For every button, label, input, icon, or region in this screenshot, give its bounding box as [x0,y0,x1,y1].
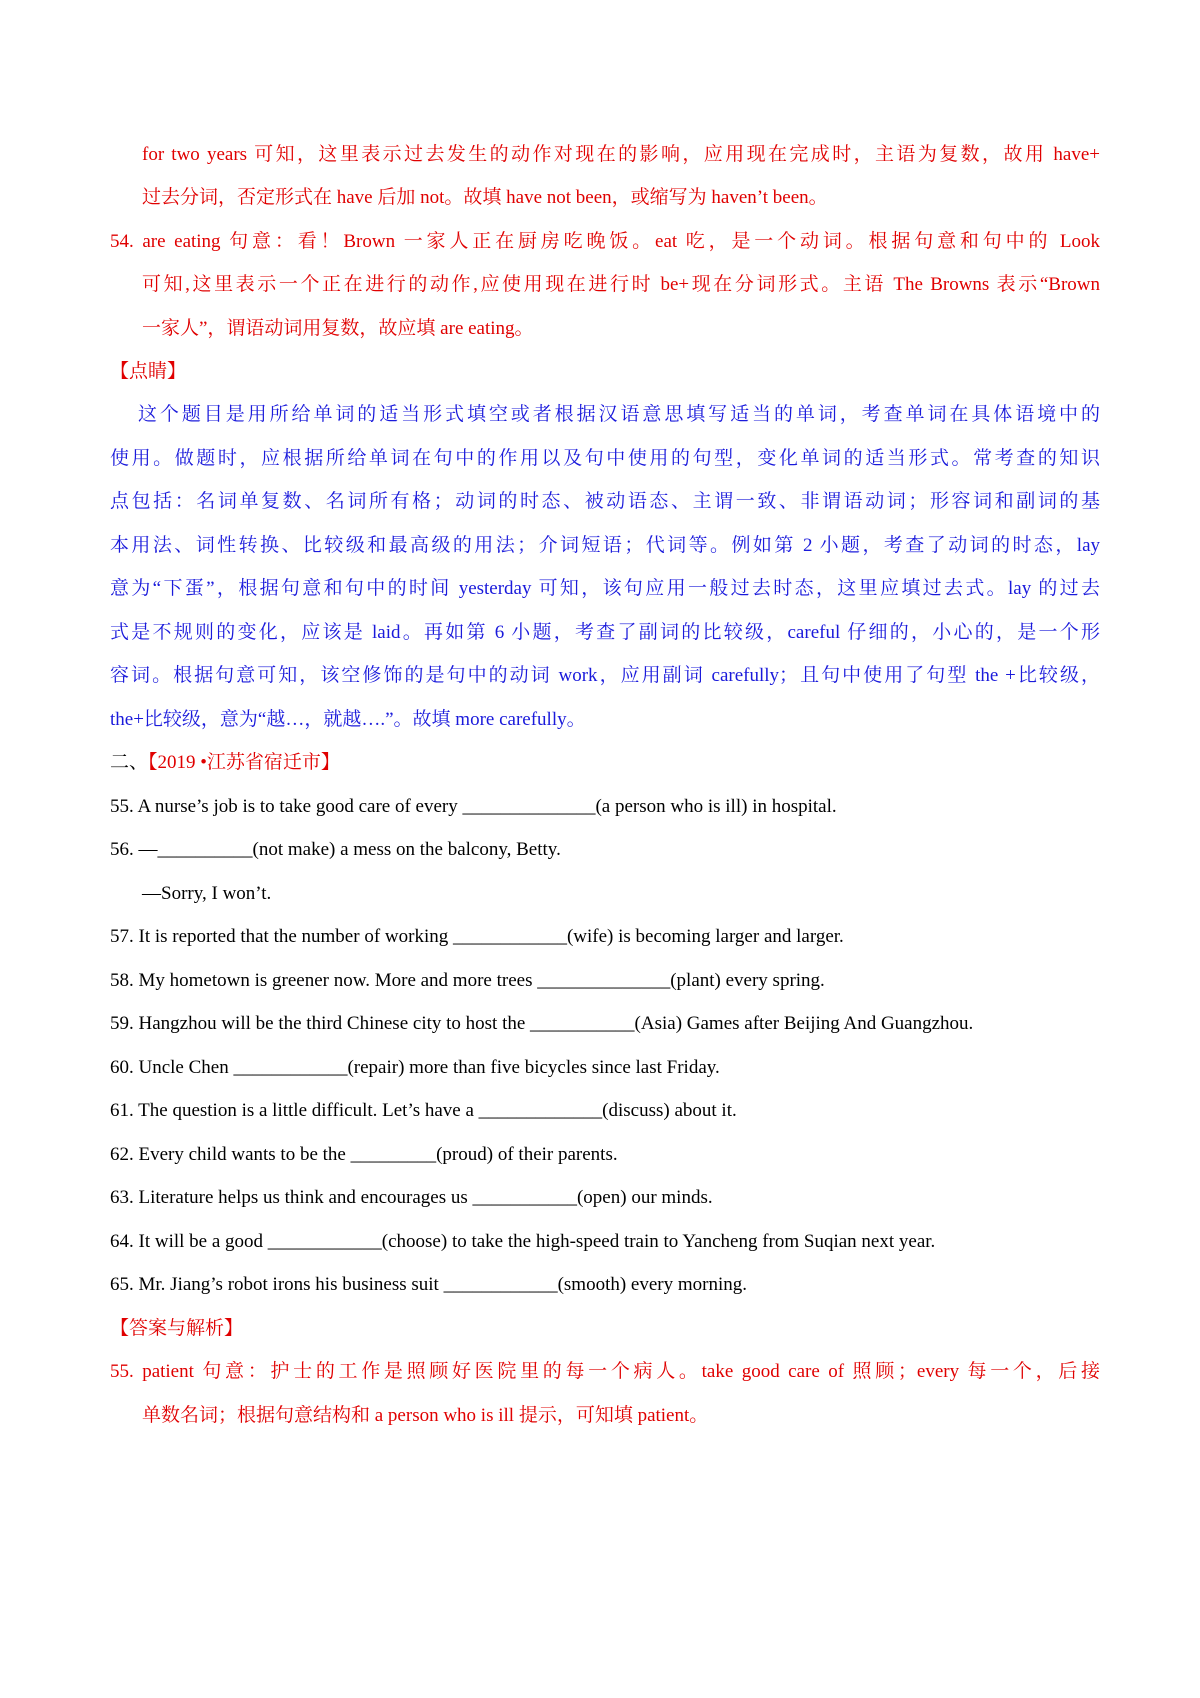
dianjing-line-3: 点包括：名词单复数、名词所有格；动词的时态、被动语态、主谓一致、非谓语动词；形容词和副词的基 [110,491,1100,512]
question-56-reply: —Sorry, I won’t. [142,883,272,904]
dianjing-heading: 【点睛】 [110,361,187,382]
section-2-prefix: 二、 [110,752,149,773]
dianjing-line-1: 这个题目是用所给单词的适当形式填空或者根据汉语意思填写适当的单词，考查单词在具体语境中的 [138,404,1100,425]
answer-54-line-1: 54. are eating 句意：看！Brown 一家人正在厨房吃晚饭。eat 吃，是一个动词。根据句意和句中的 Look [110,231,1100,252]
answer-54-line-2: 可知,这里表示一个正在进行的动作,应使用现在进行时 be+现在分词形式。主语 The Browns 表示“Brown [142,274,1100,295]
question-65: 65. Mr. Jiang’s robot irons his business suit ____________(smooth) every morning. [110,1274,748,1295]
question-58: 58. My hometown is greener now. More and more trees ______________(plant) every spring. [110,970,825,991]
dianjing-line-4: 本用法、词性转换、比较级和最高级的用法；介词短语；代词等。例如第 2 小题，考查了动词的时态，lay [110,535,1100,556]
dianjing-line-7: 容词。根据句意可知，该空修饰的是句中的动词 work，应用副词 carefully；且句中使用了句型 the +比较级， [110,665,1100,686]
question-63: 63. Literature helps us think and encourages us ___________(open) our minds. [110,1187,713,1208]
question-55: 55. A nurse’s job is to take good care of every ______________(a person who is ill) in hospital. [110,796,837,817]
question-57: 57. It is reported that the number of working ____________(wife) is becoming larger and larger. [110,926,844,947]
question-56: 56. —__________(not make) a mess on the balcony, Betty. [110,839,561,860]
dianjing-line-2: 使用。做题时，应根据所给单词在句中的作用以及句中使用的句型，变化单词的适当形式。常考查的知识 [110,448,1100,469]
dianjing-line-5: 意为“下蛋”，根据句意和句中的时间 yesterday 可知，该句应用一般过去时态，这里应填过去式。lay 的过去 [110,578,1100,599]
answer-53-line-2: 过去分词，否定形式在 have 后加 not。故填 have not been，或缩写为 haven’t been。 [142,187,828,208]
question-60: 60. Uncle Chen ____________(repair) more than five bicycles since last Friday. [110,1057,720,1078]
answer-55-line-1: 55. patient 句意：护士的工作是照顾好医院里的每一个病人。take good care of 照顾；every 每一个，后接 [110,1361,1100,1382]
answer-53-line-1: for two years 可知，这里表示过去发生的动作对现在的影响，应用现在完成时，主语为复数，故用 have+ [142,144,1100,165]
answer-54-line-3: 一家人”，谓语动词用复数，故应填 are eating。 [142,318,534,339]
question-64: 64. It will be a good ____________(choose) to take the high-speed train to Yancheng from Suqian next year. [110,1231,936,1252]
answer-55-line-2: 单数名词；根据句意结构和 a person who is ill 提示，可知填 patient。 [142,1405,709,1426]
question-59: 59. Hangzhou will be the third Chinese city to host the ___________(Asia) Games after Beijing And Guangzhou. [110,1013,974,1034]
section-2-heading [110,748,1100,778]
dianjing-line-6: 式是不规则的变化，应该是 laid。再如第 6 小题，考查了副词的比较级，careful 仔细的，小心的，是一个形 [110,622,1100,643]
dianjing-line-8: the+比较级，意为“越…，就越….”。故填 more carefully。 [110,709,586,730]
question-62: 62. Every child wants to be the _________(proud) of their parents. [110,1144,618,1165]
answers-heading: 【答案与解析】 [110,1318,244,1339]
question-61: 61. The question is a little difficult. Let’s have a _____________(discuss) about it. [110,1100,737,1121]
section-2-title: 【2019 •江苏省宿迁市】 [148,752,340,773]
